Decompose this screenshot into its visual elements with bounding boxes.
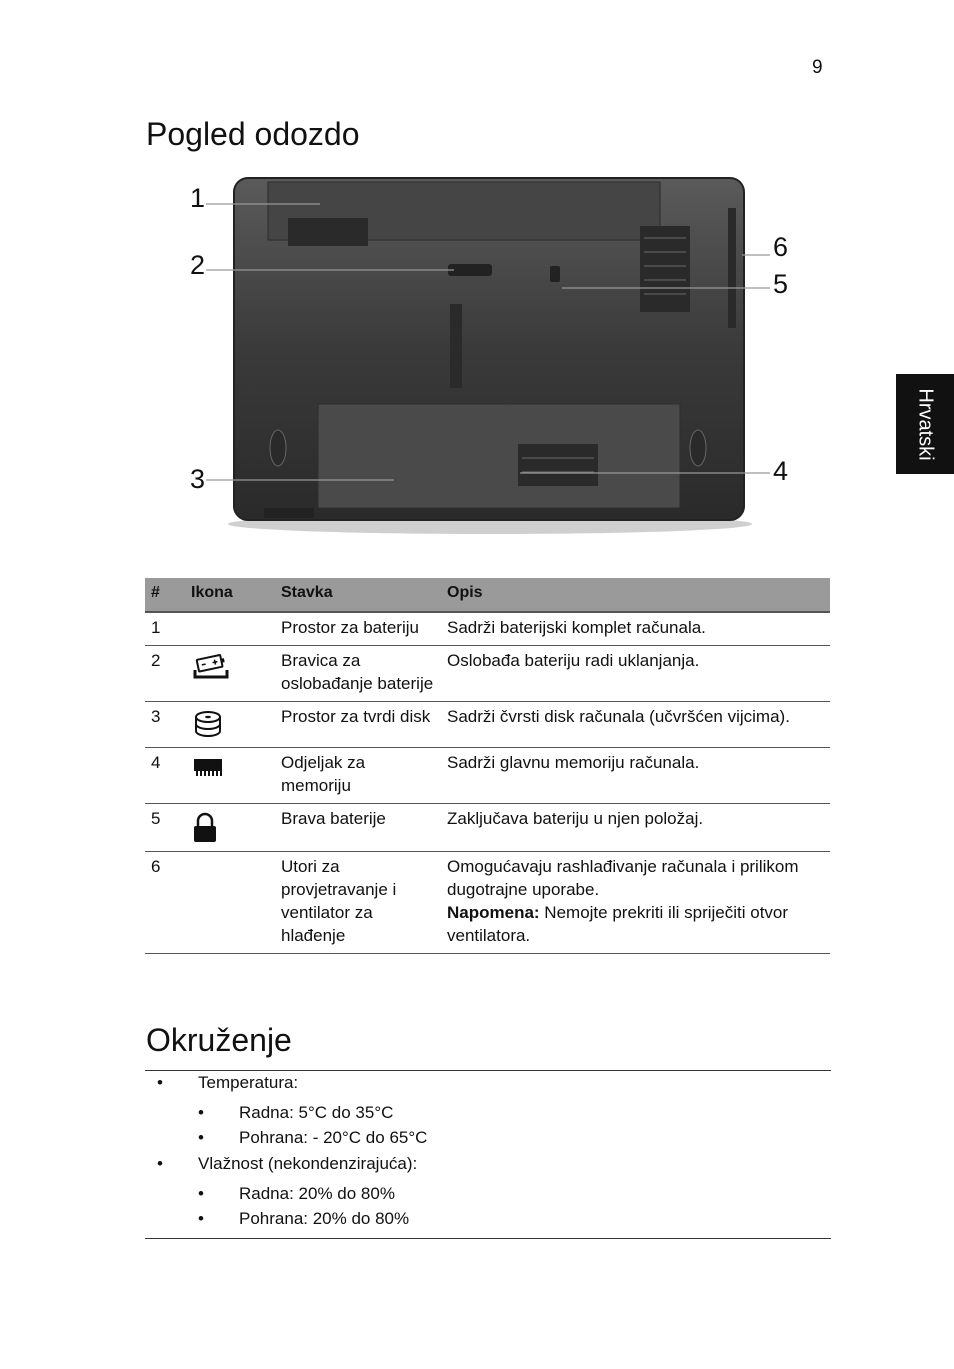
- row-item: Prostor za tvrdi disk: [275, 702, 441, 748]
- list-item: [145, 1183, 831, 1208]
- bullet: •: [198, 1209, 204, 1228]
- bullet: •: [157, 1154, 163, 1173]
- table-row: [145, 748, 830, 804]
- row-item: Utori za provjetravanje i ventilator za hlađenje: [275, 852, 441, 954]
- section-title-bottom-view: Pogled odozdo: [146, 116, 360, 152]
- header-item: Stavka: [275, 578, 441, 612]
- language-tab-label: Hrvatski: [914, 387, 937, 461]
- list-item: [145, 1208, 831, 1234]
- list-item: [145, 1153, 831, 1183]
- list-item-label: Temperatura:: [198, 1073, 299, 1092]
- callout-4: 4: [773, 456, 789, 486]
- row-description: [441, 852, 830, 954]
- description-text: Omogućavaju rashlađivanje računala i prilikom dugotrajne uporabe.: [447, 857, 799, 899]
- row-number: 4: [145, 748, 185, 804]
- row-number: 3: [145, 702, 185, 748]
- table-row: [145, 852, 830, 954]
- row-item: Bravica za oslobađanje baterije: [275, 646, 441, 702]
- row-description: Sadrži baterijski komplet računala.: [441, 612, 830, 646]
- row-item: Odjeljak za memoriju: [275, 748, 441, 804]
- table-row: [145, 702, 830, 748]
- list-item-label: Radna: 5°C do 35°C: [239, 1103, 394, 1122]
- row-item: Brava baterije: [275, 804, 441, 852]
- callout-5: 5: [773, 269, 789, 299]
- header-number: #: [145, 578, 185, 612]
- environment-bottom-rule: [145, 1238, 831, 1239]
- row-description: Sadrži glavnu memoriju računala.: [441, 748, 830, 804]
- row-icon-empty: [185, 612, 275, 646]
- bullet: •: [157, 1073, 163, 1092]
- bottom-view-table: [145, 578, 830, 954]
- environment-top-rule: [145, 1070, 831, 1071]
- row-number: 2: [145, 646, 185, 702]
- table-row: [145, 612, 830, 646]
- note-label: Napomena:: [447, 903, 540, 922]
- callout-3: 3: [190, 464, 206, 494]
- row-number: 5: [145, 804, 185, 852]
- lock-icon: [191, 811, 219, 845]
- environment-list: [145, 1072, 831, 1234]
- language-tab: [896, 374, 954, 474]
- row-description: Zaključava bateriju u njen položaj.: [441, 804, 830, 852]
- row-number: 6: [145, 852, 185, 954]
- table-row: [145, 646, 830, 702]
- note-text: Nemojte prekriti ili spriječiti otvor ventilatora.: [447, 903, 789, 945]
- list-item-label: Pohrana: 20% do 80%: [239, 1209, 410, 1228]
- table-header-row: [145, 578, 830, 612]
- table-row: [145, 804, 830, 852]
- hard-disk-icon: [191, 709, 225, 741]
- section-title-environment: Okruženje: [146, 1022, 292, 1058]
- memory-icon: [191, 755, 225, 779]
- row-icon-empty: [185, 852, 275, 954]
- laptop-bottom-figure: [180, 168, 800, 540]
- callout-6: 6: [773, 232, 789, 262]
- bullet: •: [198, 1128, 204, 1147]
- page-number: 9: [812, 57, 823, 78]
- row-description: Sadrži čvrsti disk računala (učvršćen vijcima).: [441, 702, 830, 748]
- row-description: Oslobađa bateriju radi uklanjanja.: [441, 646, 830, 702]
- header-description: Opis: [441, 578, 830, 612]
- list-item: [145, 1127, 831, 1153]
- callout-1: 1: [190, 183, 206, 213]
- list-item-label: Radna: 20% do 80%: [239, 1184, 395, 1203]
- laptop-bottom-illustration: [180, 168, 800, 540]
- callout-2: 2: [190, 250, 206, 280]
- bullet: •: [198, 1184, 204, 1203]
- list-item-label: Pohrana: - 20°C do 65°C: [239, 1128, 428, 1147]
- list-item-label: Vlažnost (nekondenzirajuća):: [198, 1154, 418, 1173]
- row-item: Prostor za bateriju: [275, 612, 441, 646]
- header-icon: Ikona: [185, 578, 275, 612]
- row-number: 1: [145, 612, 185, 646]
- list-item: [145, 1102, 831, 1127]
- bullet: •: [198, 1103, 204, 1122]
- list-item: [145, 1072, 831, 1102]
- battery-release-icon: [191, 653, 231, 683]
